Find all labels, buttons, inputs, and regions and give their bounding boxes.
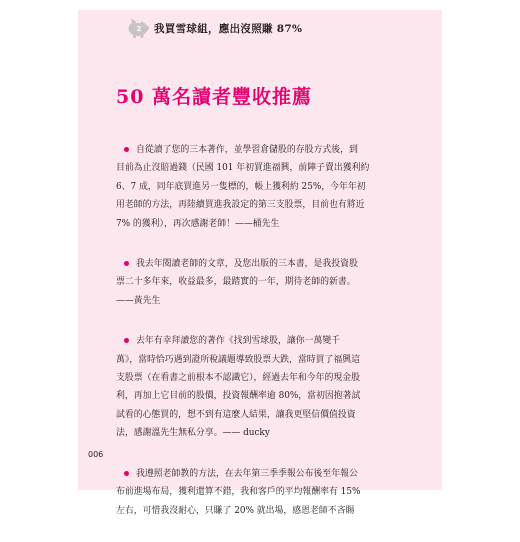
testimonial-line: 支股票（在看書之前根本不認識它），經過去年和今年的現金股	[116, 373, 361, 384]
testimonial-line: 7% 的獲利），再次感謝老師！——桶先生	[116, 218, 280, 229]
testimonial-item	[116, 141, 398, 233]
bullet-icon	[124, 147, 129, 152]
testimonials-list	[116, 141, 398, 542]
testimonial-line: ——黃先生	[116, 295, 161, 306]
book-page	[78, 10, 442, 516]
chapter-title: 我買雪球組，應出沒照賺 87%	[154, 23, 303, 35]
testimonial-line: 布前進場布局，獲利還算不錯，我和客戶的平均報酬率有 15%	[116, 487, 361, 498]
testimonial-item	[116, 255, 398, 310]
page-number: 006	[88, 450, 104, 459]
testimonial-line: 試看的心態買的，想不到有這麼人結果，讓我更堅信價值投資	[116, 409, 356, 420]
testimonial-line: 目前為止沒賠過錢（民國 101 年初買進福興，前陣子賣出獲利約	[116, 163, 370, 174]
testimonial-line: 6、7 成，同年底買進另一隻標的，帳上獲利約 25%，今年年初	[116, 181, 366, 192]
testimonial-line: 自從讀了您的三本著作，並學習倉儲股的存股方式後，到	[136, 145, 358, 155]
testimonial-line: 用老師的方法，再陸續買進我設定的第三支股票，目前也有將近	[116, 200, 365, 211]
bullet-icon	[124, 261, 129, 266]
testimonial-line: 萬》，當時恰巧遇到證所稅議題導致股票大跌，當時買了福興這	[116, 354, 361, 365]
testimonial-line: 我去年閱讀老師的文章，及您出版的三本書，是我投資股	[136, 259, 358, 270]
testimonial-line: 法，感謝溫先生無私分享。—— ducky	[116, 428, 270, 439]
testimonial-line: 我遵照老師教的方法，在去年第三季季報公布後至年報公	[136, 468, 358, 479]
svg-text:2: 2	[136, 25, 142, 33]
testimonial-item	[116, 332, 398, 442]
section-title: 50 萬名讀者豐收推薦	[116, 86, 313, 108]
testimonial-line: 利，再加上它目前的股價，投資報酬率逾 80%，當初因抱著試	[116, 391, 361, 402]
testimonial-line: 票二十多年來，收益最多，最踏實的一年，期待老師的新書。	[116, 277, 356, 288]
piggy-bank-icon	[126, 15, 150, 39]
testimonial-line: 去年有幸拜讀您的著作《找到雪球股，讓你一萬變千	[136, 336, 341, 347]
testimonial-item	[116, 465, 398, 520]
chapter-header	[78, 12, 442, 50]
bullet-icon	[124, 471, 129, 476]
testimonial-line: 左右，可惜我沒耐心，只賺了 20% 就出場，感恩老師不吝賜	[116, 505, 355, 516]
